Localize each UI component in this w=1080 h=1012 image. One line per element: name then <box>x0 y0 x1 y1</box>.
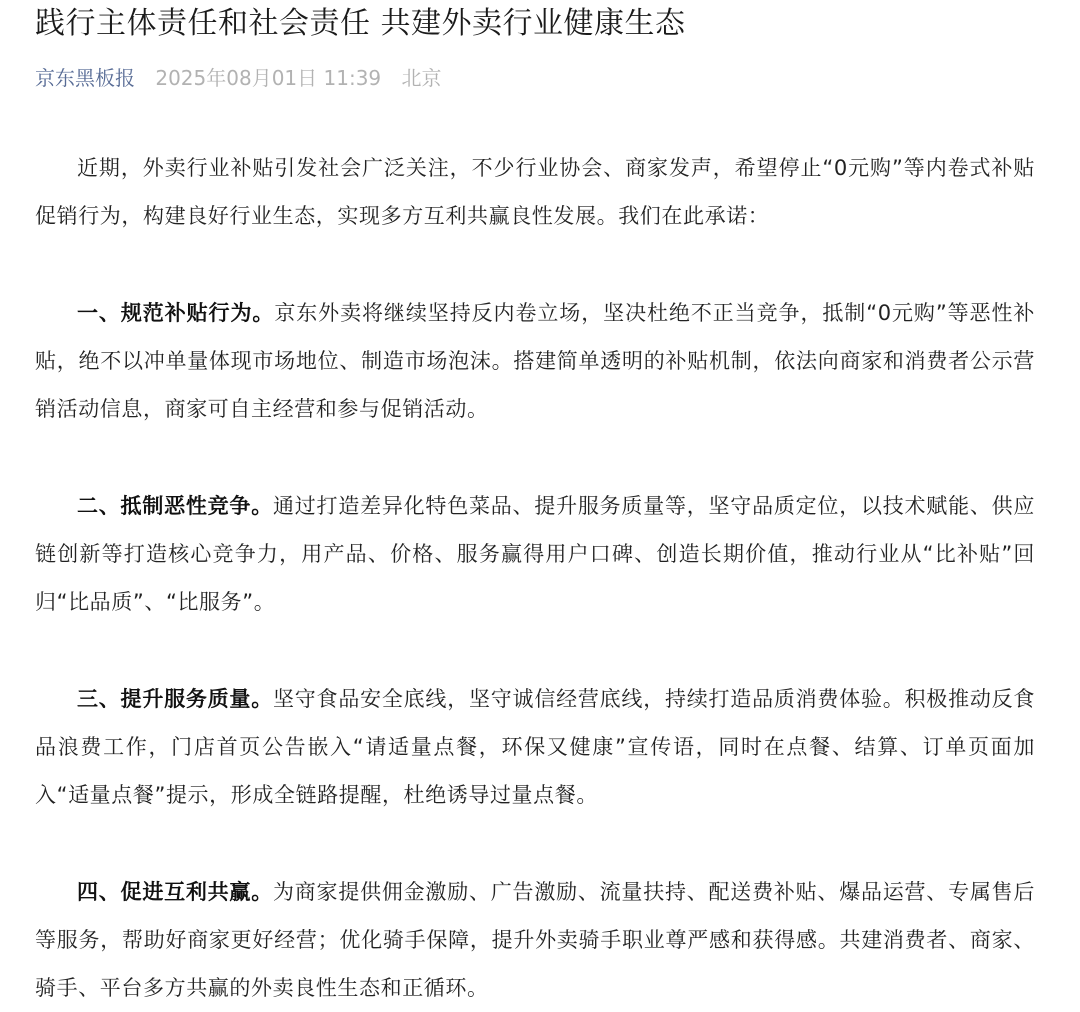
section-body-4: 为商家提供佣金激励、广告激励、流量扶持、配送费补贴、爆品运营、专属售后等服务，帮助好商家更好经营；优化骑手保障，提升外卖骑手职业尊严感和获得感。共建消费者、商家、骑手、平台多方共赢的外卖良性生态和正循环。 <box>35 880 1036 1000</box>
intro-paragraph: 近期，外卖行业补贴引发社会广泛关注，不少行业协会、商家发声，希望停止“0元购”等内卷式补贴促销行为，构建良好行业生态，实现多方互利共赢良性发展。我们在此承诺： <box>35 156 1035 228</box>
section-heading-1: 一、规范补贴行为。 <box>77 301 275 325</box>
section-paragraph-1 <box>35 289 1035 433</box>
section-paragraph-3 <box>35 675 1035 819</box>
section-body-2: 通过打造差异化特色菜品、提升服务质量等，坚守品质定位，以技术赋能、供应链创新等打造核心竞争力，用产品、价格、服务赢得用户口碑、创造长期价值，推动行业从“比补贴”回归“比品质”、“比服务”。 <box>35 494 1036 614</box>
publish-date: 2025年08月01日 11:39 <box>155 66 382 90</box>
section-heading-2: 二、抵制恶性竞争。 <box>77 494 273 518</box>
article-body <box>35 144 1035 1012</box>
section-heading-4: 四、促进互利共赢。 <box>77 880 273 904</box>
section-body-3: 坚守食品安全底线，坚守诚信经营底线，持续打造品质消费体验。积极推动反食品浪费工作，门店首页公告嵌入“请适量点餐，环保又健康”宣传语，同时在点餐、结算、订单页面加入“适量点餐”提示，形成全链路提醒，杜绝诱导过量点餐。 <box>35 687 1036 807</box>
section-paragraph-4 <box>35 868 1035 1012</box>
section-body-1: 京东外卖将继续坚持反内卷立场，坚决杜绝不正当竞争，抵制“0元购”等恶性补贴，绝不以冲单量体现市场地位、制造市场泡沫。搭建简单透明的补贴机制，依法向商家和消费者公示营销活动信息，商家可自主经营和参与促销活动。 <box>35 301 1035 421</box>
article-meta <box>35 64 1060 92</box>
section-paragraph-2 <box>35 482 1035 626</box>
source-link[interactable]: 京东黑板报 <box>35 66 135 90</box>
article-title: 践行主体责任和社会责任 共建外卖行业健康生态 <box>35 6 686 41</box>
section-heading-3: 三、提升服务质量。 <box>77 687 273 711</box>
publish-location: 北京 <box>401 66 442 90</box>
